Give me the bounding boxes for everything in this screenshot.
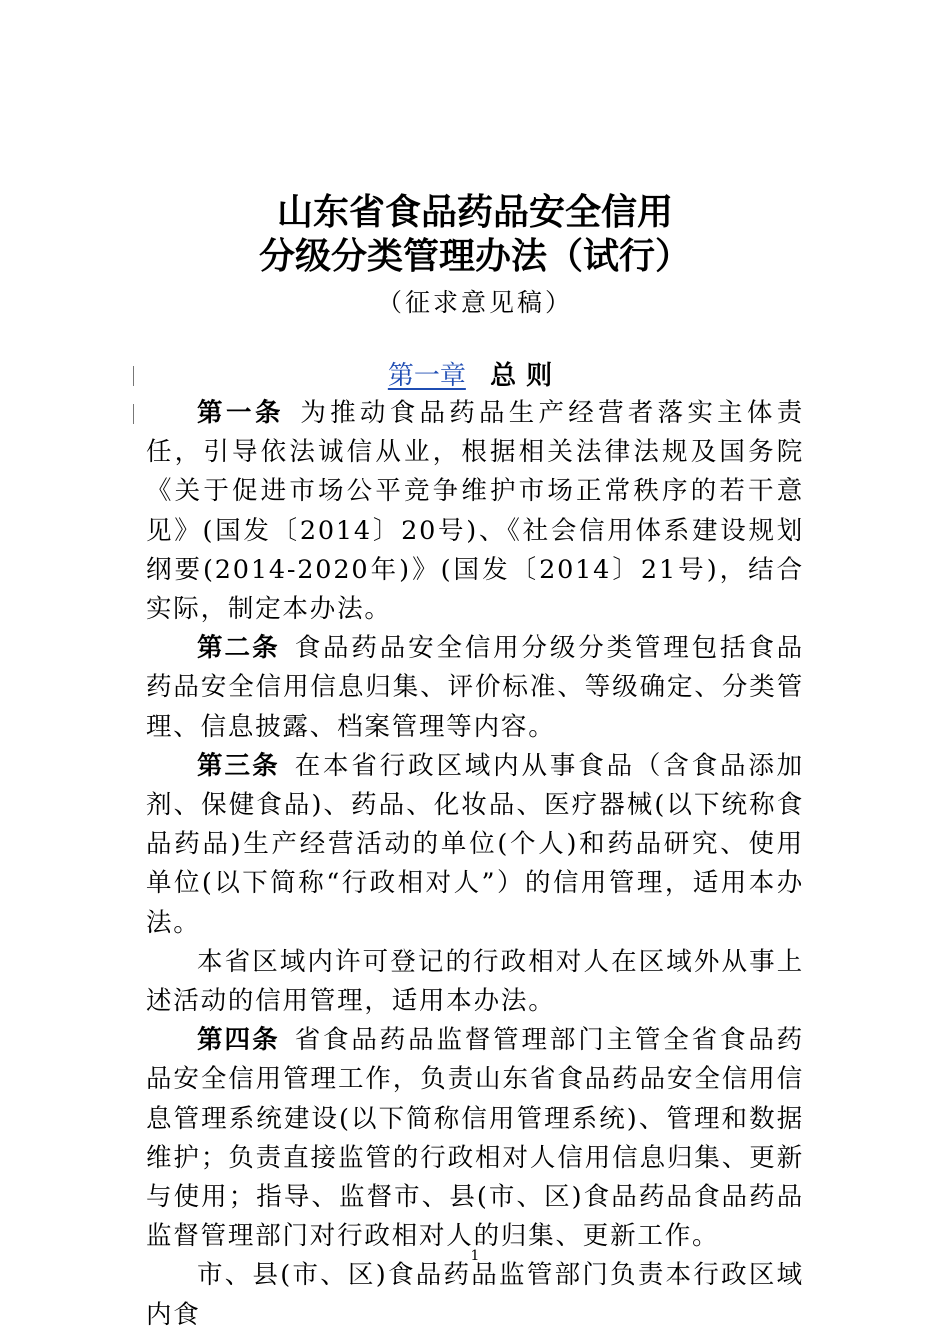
chapter-heading	[0, 358, 950, 394]
body-paragraph	[146, 943, 804, 1021]
article-text: 在本省行政区域内从事食品（含食品添加剂、保健食品)、药品、化妆品、医疗器械(以下统称食品药品)生产经营活动的单位(个人)和药品研究、使用单位(以下简称“行政相对人”）的信用管理，适用本办法。	[146, 750, 804, 938]
article-label: 第二条	[197, 633, 280, 664]
document-body	[146, 394, 804, 1335]
article-paragraph	[146, 747, 804, 943]
body-paragraph	[146, 1256, 804, 1334]
chapter-label[interactable]: 第一章	[387, 361, 466, 391]
article-text: 省食品药品监督管理部门主管全省食品药品安全信用管理工作，负责山东省食品药品安全信用信息管理系统建设(以下简称信用管理系统)、管理和数据维护；负责直接监管的行政相对人信用信息归集、更新与使用；指导、监督市、县(市、区)食品药品食品药品监督管理部门对行政相对人的归集、更新工作。	[146, 1025, 804, 1252]
paragraph-text: 市、县(市、区)食品药品监管部门负责本行政区域内食	[146, 1260, 804, 1330]
document-subtitle: （征求意见稿）	[376, 288, 573, 317]
chapter-name: 总则	[490, 361, 563, 391]
revision-margin-mark	[133, 404, 134, 424]
article-label: 第一条	[197, 398, 284, 428]
article-paragraph	[146, 394, 804, 629]
article-label: 第四条	[197, 1025, 280, 1056]
article-paragraph	[146, 1021, 804, 1256]
article-paragraph	[146, 629, 804, 747]
document-title-line-1: 山东省食品药品安全信用	[276, 191, 673, 233]
page-number: 1	[470, 1248, 480, 1264]
article-label: 第三条	[197, 750, 280, 781]
document-title-line-2: 分级分类管理办法（试行）	[258, 235, 691, 277]
article-text: 食品药品安全信用分级分类管理包括食品药品安全信用信息归集、评价标准、等级确定、分类管理、信息披露、档案管理等内容。	[146, 633, 804, 742]
article-text: 为推动食品药品生产经营者落实主体责任，引导依法诚信从业，根据相关法律法规及国务院《关于促进市场公平竞争维护市场正常秩序的若干意见》(国发〔2014〕20号)、《社会信用体系建设规划纲要(2014-2020年)》(国发〔2014〕21号)，结合实际，制定本办法。	[146, 398, 804, 625]
paragraph-text: 本省区域内许可登记的行政相对人在区域外从事上述活动的信用管理，适用本办法。	[146, 946, 804, 1017]
